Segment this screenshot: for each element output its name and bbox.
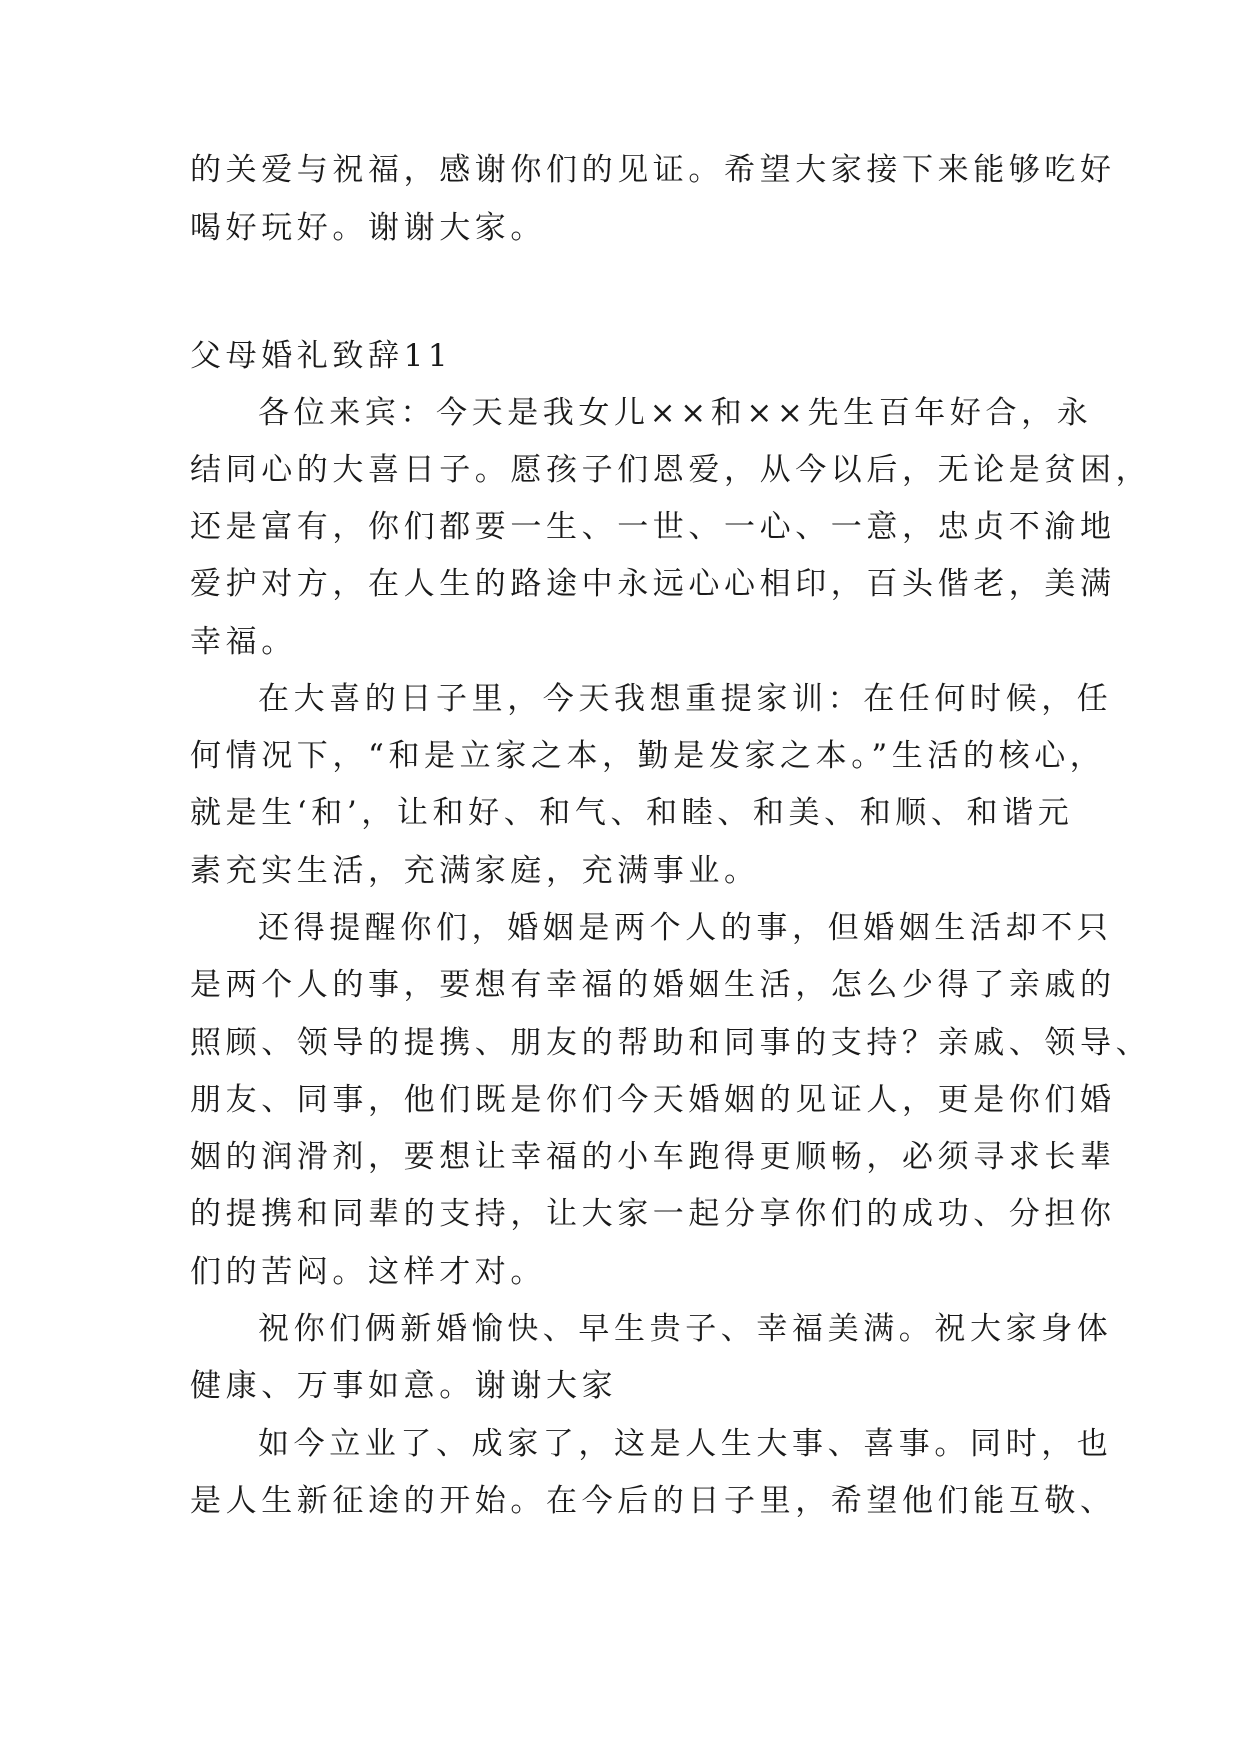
- text-line: 姻的润滑剂，要想让幸福的小车跑得更顺畅，必须寻求长辈: [190, 1139, 1116, 1175]
- text-line: 幸福。: [190, 624, 297, 660]
- text-line: 还得提醒你们，婚姻是两个人的事，但婚姻生活却不只: [258, 910, 1113, 946]
- text-line: 结同心的大喜日子。愿孩子们恩爱，从今以后，无论是贫困，: [190, 452, 1152, 488]
- text-line: 如今立业了、成家了，这是人生大事、喜事。同时，也: [258, 1426, 1113, 1462]
- section-title: 父母婚礼致辞11: [190, 338, 453, 374]
- text-line: 们的苦闷。这样才对。: [190, 1254, 546, 1290]
- text-line: 就是生‘和’，让和好、和气、和睦、和美、和顺、和谐元: [190, 795, 1074, 831]
- text-line: 是两个人的事，要想有幸福的婚姻生活，怎么少得了亲戚的: [190, 967, 1116, 1003]
- text-line: 在大喜的日子里，今天我想重提家训：在任何时候，任: [258, 681, 1113, 717]
- text-line: 爱护对方，在人生的路途中永远心心相印，百头偕老，美满: [190, 566, 1116, 602]
- text-line: 的关爱与祝福，感谢你们的见证。希望大家接下来能够吃好: [190, 152, 1116, 188]
- text-line: 素充实生活，充满家庭，充满事业。: [190, 853, 760, 889]
- text-line: 各位来宾：今天是我女儿××和××先生百年好合，永: [258, 395, 1093, 431]
- text-line: 朋友、同事，他们既是你们今天婚姻的见证人，更是你们婚: [190, 1082, 1116, 1118]
- text-line: 喝好玩好。谢谢大家。: [190, 210, 546, 246]
- text-line: 是人生新征途的开始。在今后的日子里，希望他们能互敬、: [190, 1483, 1116, 1519]
- text-line: 祝你们俩新婚愉快、早生贵子、幸福美满。祝大家身体: [258, 1311, 1113, 1347]
- text-line: 健康、万事如意。谢谢大家: [190, 1368, 618, 1404]
- text-line: 的提携和同辈的支持，让大家一起分享你们的成功、分担你: [190, 1196, 1116, 1232]
- text-line: 何情况下，“和是立家之本，勤是发家之本。”生活的核心，: [190, 738, 1106, 774]
- text-line: 还是富有，你们都要一生、一世、一心、一意，忠贞不渝地: [190, 509, 1116, 545]
- text-line: 照顾、领导的提携、朋友的帮助和同事的支持？亲戚、领导、: [190, 1025, 1152, 1061]
